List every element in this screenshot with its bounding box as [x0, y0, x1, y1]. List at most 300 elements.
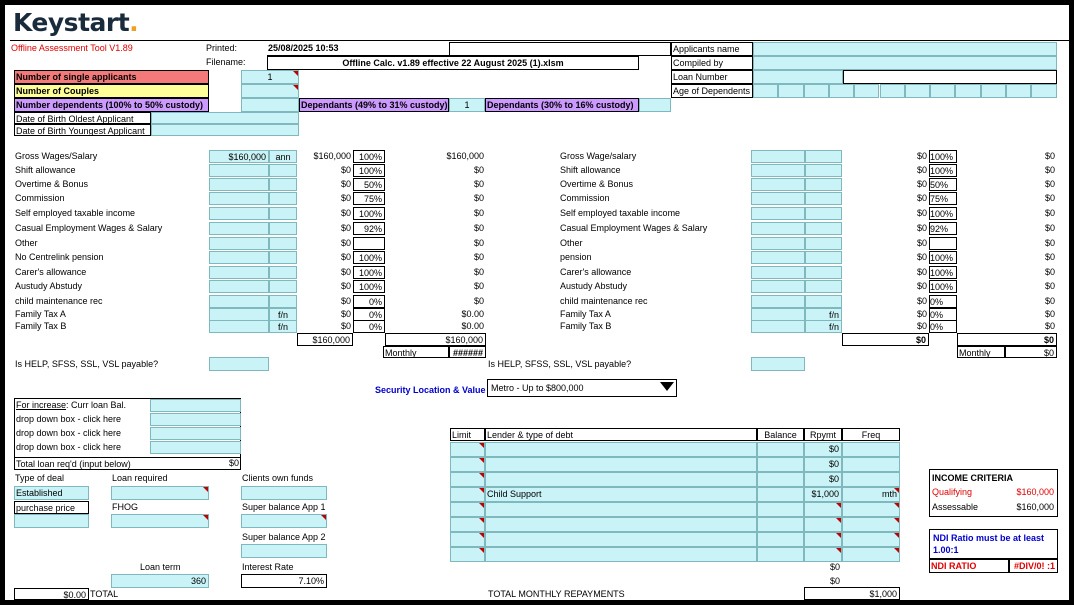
total-monthly-repayments-label: TOTAL MONTHLY REPAYMENTS	[488, 589, 625, 599]
income-frequency-right[interactable]	[805, 207, 842, 220]
debt-repayment-input[interactable]: $0	[804, 472, 842, 487]
income-label-right: Casual Employment Wages & Salary	[560, 223, 708, 233]
income-percent-right: 0%	[929, 308, 957, 321]
income-percent-left: 100%	[353, 207, 385, 220]
filename-value: Offline Calc. v1.89 effective 22 August 2025 (1).xlsm	[267, 56, 639, 70]
income-percent-right: 100%	[929, 164, 957, 177]
income-frequency-right[interactable]: f/n	[805, 308, 842, 321]
income-frequency-left[interactable]	[269, 207, 297, 220]
income-percent-left: 50%	[353, 178, 385, 191]
debt-frequency-input[interactable]	[842, 502, 900, 517]
dob-oldest-label: Date of Birth Oldest Applicant	[14, 112, 151, 124]
income-input-right[interactable]	[751, 320, 805, 333]
debt-lender-input[interactable]: Child Support	[485, 487, 757, 502]
income-percent-left: 100%	[353, 150, 385, 163]
income-frequency-right[interactable]	[805, 192, 842, 205]
income-annual-right: $0	[916, 179, 927, 189]
loan-number-label: Loan Number	[671, 70, 753, 84]
income-input-right[interactable]	[751, 295, 805, 308]
total-monthly-repayments-value: $1,000	[804, 587, 900, 600]
debt-balance-input[interactable]	[757, 457, 804, 472]
income-result-left: $0.00	[461, 309, 484, 319]
income-input-right[interactable]	[751, 266, 805, 279]
purchase-price-input[interactable]	[14, 514, 89, 528]
income-total-annual-right: $0	[842, 333, 929, 346]
help-payable-label-right: Is HELP, SFSS, SSL, VSL payable?	[488, 359, 632, 369]
income-frequency-right[interactable]	[805, 237, 842, 250]
single-applicants-label: Number of single applicants	[14, 70, 209, 84]
dob-oldest-input[interactable]	[151, 112, 299, 124]
super-balance-app2-input[interactable]	[241, 544, 327, 558]
income-annual-left: $0	[340, 267, 351, 277]
income-percent-left: 0%	[353, 320, 385, 333]
income-frequency-right[interactable]	[805, 280, 842, 293]
income-input-right[interactable]	[751, 164, 805, 177]
interest-rate-input[interactable]: 7.10%	[241, 574, 327, 588]
income-label-right: Commission	[560, 193, 610, 203]
income-input-left[interactable]	[209, 280, 269, 293]
loan-dropdown-value-1[interactable]	[150, 413, 241, 426]
income-frequency-left[interactable]: f/n	[269, 308, 297, 321]
income-label-right: Other	[560, 238, 583, 248]
couples-input[interactable]	[241, 84, 299, 98]
debt-repayment-header: Rpymt	[804, 428, 842, 441]
super-balance-app1-label: Super balance App 1	[242, 502, 326, 512]
age-dependent-input[interactable]	[930, 84, 955, 98]
income-annual-right: $0	[916, 252, 927, 262]
help-payable-input-left[interactable]	[209, 357, 269, 371]
monthly-value-left: ######	[449, 346, 486, 358]
super-balance-app2-label: Super balance App 2	[242, 532, 326, 542]
income-result-right: $0	[1044, 165, 1055, 175]
income-frequency-right[interactable]	[805, 178, 842, 191]
debt-balance-input[interactable]	[757, 547, 804, 562]
income-frequency-right[interactable]	[805, 222, 842, 235]
loan-term-input[interactable]: 360	[111, 574, 209, 588]
income-input-left[interactable]	[209, 192, 269, 205]
keystart-logo: Keystart.	[13, 9, 139, 37]
income-result-left: $0	[473, 223, 484, 233]
comment-marker-icon	[479, 443, 484, 448]
current-balance-text: : Curr loan Bal.	[66, 400, 127, 410]
age-dependent-input[interactable]	[880, 84, 905, 98]
income-percent-left: 100%	[353, 164, 385, 177]
income-annual-right: $0	[916, 309, 927, 319]
couples-label: Number of Couples	[14, 84, 209, 98]
ndi-note-box	[929, 529, 1058, 559]
age-dependents-label: Age of Dependents	[671, 84, 753, 98]
income-label-right: Carer's allowance	[560, 267, 632, 277]
income-percent-left	[353, 237, 385, 250]
income-percent-right: 100%	[929, 280, 957, 293]
income-annual-left: $0	[340, 252, 351, 262]
income-frequency-left[interactable]	[269, 164, 297, 177]
debt-limit-input[interactable]	[450, 457, 485, 472]
income-input-left[interactable]	[209, 222, 269, 235]
loan-dropdown-1[interactable]: drop down box - click here	[16, 414, 122, 424]
income-result-right: $0	[1044, 267, 1055, 277]
income-frequency-right[interactable]	[805, 266, 842, 279]
income-annual-left: $0	[340, 238, 351, 248]
income-label-left: Other	[15, 238, 38, 248]
income-percent-right: 50%	[929, 178, 957, 191]
income-label-right: Family Tax A	[560, 309, 611, 319]
income-annual-right: $0	[916, 165, 927, 175]
income-frequency-right[interactable]: f/n	[805, 320, 842, 333]
comment-marker-icon	[479, 548, 484, 553]
income-frequency-left[interactable]: ann	[269, 150, 297, 163]
income-input-left[interactable]	[209, 251, 269, 264]
printed-label: Printed:	[206, 43, 238, 53]
income-result-right: $0	[1044, 238, 1055, 248]
income-label-left: Carer's allowance	[15, 267, 87, 277]
income-label-right: pension	[560, 252, 592, 262]
income-label-left: Austudy Abstudy	[15, 281, 83, 291]
fhog-label: FHOG	[112, 502, 138, 512]
monthly-label-right: Monthly	[957, 346, 1005, 358]
income-label-right: Overtime & Bonus	[560, 179, 634, 189]
debt-repayment-input[interactable]: $0	[804, 457, 842, 472]
debt-balance-input[interactable]	[757, 487, 804, 502]
comment-marker-icon	[293, 71, 298, 76]
income-label-left: No Centrelink pension	[15, 252, 104, 262]
income-result-right: $0	[1044, 281, 1055, 291]
income-annual-right: $0	[916, 151, 927, 161]
income-result-right: $0	[1044, 179, 1055, 189]
income-annual-left: $0	[340, 165, 351, 175]
debt-limit-input[interactable]	[450, 517, 485, 532]
debt-repayment-input[interactable]	[804, 517, 842, 532]
comment-marker-icon	[836, 518, 841, 523]
income-criteria-title: INCOME CRITERIA	[932, 473, 1013, 483]
income-annual-left: $0	[340, 296, 351, 306]
debt-repayment-input[interactable]: $0	[804, 442, 842, 457]
debt-limit-input[interactable]	[450, 487, 485, 502]
debt-limit-input[interactable]	[450, 502, 485, 517]
filename-label: Filename:	[206, 57, 246, 67]
income-result-left: $0	[473, 179, 484, 189]
dependents-49-label: Dependants (49% to 31% custody)	[301, 100, 448, 110]
income-input-right[interactable]	[751, 207, 805, 220]
income-result-right: $0	[1044, 296, 1055, 306]
comment-marker-icon	[894, 548, 899, 553]
income-input-right[interactable]	[751, 251, 805, 264]
income-frequency-right[interactable]	[805, 164, 842, 177]
fhog-input[interactable]	[111, 514, 209, 528]
age-dependent-input[interactable]	[804, 84, 829, 98]
income-input-left[interactable]	[209, 320, 269, 333]
dependents-30-label: Dependants (30% to 16% custody)	[485, 98, 639, 112]
income-annual-right: $0	[916, 281, 927, 291]
income-label-right: Gross Wage/salary	[560, 151, 637, 161]
income-result-right: $0	[1044, 223, 1055, 233]
income-result-left: $0	[473, 165, 484, 175]
comment-marker-icon	[293, 85, 298, 90]
debt-balance-input[interactable]	[757, 517, 804, 532]
dependents-100-input[interactable]	[241, 98, 299, 112]
debt-lender-input[interactable]	[485, 472, 757, 487]
debt-balance-input[interactable]	[757, 502, 804, 517]
debt-lender-input[interactable]	[485, 532, 757, 547]
income-annual-left: $0	[340, 179, 351, 189]
debt-lender-input[interactable]	[485, 547, 757, 562]
income-result-right: $0	[1044, 193, 1055, 203]
income-percent-left: 100%	[353, 266, 385, 279]
income-percent-right: 0%	[929, 295, 957, 308]
type-of-deal-select[interactable]: Established	[14, 486, 89, 500]
clients-own-funds-label: Clients own funds	[242, 473, 314, 483]
age-dependent-input[interactable]	[778, 84, 803, 98]
income-input-left[interactable]	[209, 237, 269, 250]
loan-dropdown-3[interactable]: drop down box - click here	[16, 442, 122, 452]
single-applicants-input[interactable]: 1	[241, 70, 299, 84]
qualifying-label: Qualifying	[932, 487, 973, 497]
income-input-right[interactable]	[751, 178, 805, 191]
dependents-100-label: Number dependents (100% to 50% custody)	[14, 98, 209, 112]
income-input-left[interactable]	[209, 178, 269, 191]
debt-frequency-input[interactable]	[842, 472, 900, 487]
help-payable-input-right[interactable]	[751, 357, 805, 371]
loan-term-label: Loan term	[140, 562, 181, 572]
income-label-left: Casual Employment Wages & Salary	[15, 223, 163, 233]
income-label-left: Self employed taxable income	[15, 208, 136, 218]
income-percent-left: 75%	[353, 192, 385, 205]
income-annual-right: $0	[916, 223, 927, 233]
chevron-down-icon[interactable]	[660, 382, 674, 391]
income-annual-left: $0	[340, 223, 351, 233]
income-frequency-left[interactable]	[269, 251, 297, 264]
income-input-right[interactable]	[751, 150, 805, 163]
dob-youngest-label: Date of Birth Youngest Applicant	[14, 124, 151, 136]
comment-marker-icon	[479, 503, 484, 508]
income-frequency-left[interactable]	[269, 192, 297, 205]
income-percent-left: 100%	[353, 251, 385, 264]
income-percent-left: 0%	[353, 308, 385, 321]
income-annual-right: $0	[916, 267, 927, 277]
comment-marker-icon	[479, 473, 484, 478]
debt-frequency-input[interactable]	[842, 517, 900, 532]
debt-frequency-input[interactable]	[842, 532, 900, 547]
income-input-right[interactable]	[751, 192, 805, 205]
loan-required-input[interactable]	[111, 486, 209, 500]
clients-own-funds-input[interactable]	[241, 486, 327, 500]
comment-marker-icon	[479, 458, 484, 463]
debt-limit-input[interactable]	[450, 532, 485, 547]
income-label-right: child maintenance rec	[560, 296, 648, 306]
income-result-right: $0	[1044, 151, 1055, 161]
debt-frequency-input[interactable]	[842, 547, 900, 562]
age-dependent-input[interactable]	[905, 84, 930, 98]
debt-lender-header: Lender & type of debt	[485, 428, 757, 441]
dependents-30-input[interactable]	[639, 98, 671, 112]
income-frequency-left[interactable]	[269, 178, 297, 191]
income-input-right[interactable]	[751, 280, 805, 293]
applicants-name-input[interactable]	[753, 42, 1057, 56]
comment-marker-icon	[836, 548, 841, 553]
loan-dropdown-value-2[interactable]	[150, 427, 241, 440]
compiled-by-label: Compiled by	[671, 56, 753, 70]
income-result-left: $0	[473, 208, 484, 218]
income-label-right: Austudy Abstudy	[560, 281, 628, 291]
income-result-right: $0	[1044, 252, 1055, 262]
income-frequency-right[interactable]	[805, 150, 842, 163]
dependents-49-input[interactable]: 1	[449, 98, 485, 112]
age-dependent-input[interactable]	[981, 84, 1006, 98]
income-result-right: $0	[1044, 321, 1055, 331]
debt-balance-input[interactable]	[757, 532, 804, 547]
income-frequency-right[interactable]	[805, 251, 842, 264]
age-dependent-input[interactable]	[753, 84, 778, 98]
income-percent-left: 0%	[353, 295, 385, 308]
debt-limit-input[interactable]	[450, 442, 485, 457]
applicants-name-label: Applicants name	[671, 42, 753, 56]
income-label-left: Gross Wages/Salary	[15, 151, 98, 161]
for-increase-text: For increase	[16, 400, 67, 410]
dob-youngest-input[interactable]	[151, 124, 299, 136]
purchase-price-label: purchase price	[14, 501, 89, 514]
interest-rate-label: Interest Rate	[242, 562, 294, 572]
income-percent-right: 100%	[929, 266, 957, 279]
tool-name-label: Offline Assessment Tool V1.89	[11, 43, 133, 53]
loan-number-input[interactable]	[753, 70, 843, 84]
debt-limit-header: Limit	[450, 428, 485, 441]
income-result-right: $0	[1044, 208, 1055, 218]
income-frequency-left[interactable]	[269, 237, 297, 250]
income-total-result-right: $0	[957, 333, 1057, 346]
income-label-right: Self employed taxable income	[560, 208, 681, 218]
income-percent-right: 0%	[929, 320, 957, 333]
debt-lender-input[interactable]	[485, 457, 757, 472]
ndi-ratio-value: #DIV/0! :1	[1009, 559, 1058, 573]
compiled-by-input[interactable]	[753, 56, 1057, 70]
income-annual-right: $0	[916, 238, 927, 248]
income-annual-right: $0	[916, 321, 927, 331]
comment-marker-icon	[894, 503, 899, 508]
comment-marker-icon	[203, 515, 208, 520]
age-dependent-input[interactable]	[829, 84, 854, 98]
income-percent-right: 92%	[929, 222, 957, 235]
debt-lender-input[interactable]	[485, 502, 757, 517]
debt-limit-input[interactable]	[450, 472, 485, 487]
debt-frequency-input[interactable]: mth	[842, 487, 900, 502]
income-total-annual-left: $160,000	[297, 333, 353, 346]
debt-repayment-input[interactable]	[804, 547, 842, 562]
income-frequency-left[interactable]	[269, 222, 297, 235]
security-location-dropdown[interactable]	[487, 379, 677, 397]
debt-balance-input[interactable]	[757, 472, 804, 487]
income-annual-left: $0	[340, 193, 351, 203]
debt-limit-input[interactable]	[450, 547, 485, 562]
loan-total-label: TOTAL	[90, 589, 119, 599]
comment-marker-icon	[479, 518, 484, 523]
income-total-result-left: $160,000	[385, 333, 486, 346]
loan-dropdown-2[interactable]: drop down box - click here	[16, 428, 122, 438]
debt-lender-input[interactable]	[485, 517, 757, 532]
debt-extra-value-2: $0	[829, 576, 840, 586]
age-dependent-input[interactable]	[955, 84, 980, 98]
income-input-left[interactable]	[209, 207, 269, 220]
debt-balance-header: Balance	[757, 428, 804, 441]
debt-frequency-input[interactable]	[842, 442, 900, 457]
income-input-right[interactable]	[751, 237, 805, 250]
debt-frequency-header: Freq	[842, 428, 900, 441]
income-label-right: Family Tax B	[560, 321, 612, 331]
income-input-left[interactable]	[209, 295, 269, 308]
income-result-left: $160,000	[446, 151, 484, 161]
income-result-left: $0	[473, 238, 484, 248]
security-location-label: Security Location & Value	[375, 385, 486, 395]
comment-marker-icon	[203, 487, 208, 492]
income-percent-right: 75%	[929, 192, 957, 205]
total-loan-required-value: $0	[228, 458, 239, 468]
debt-extra-value-1: $0	[829, 562, 840, 572]
income-label-left: Family Tax B	[15, 321, 67, 331]
header-divider	[10, 40, 1070, 41]
income-label-left: Shift allowance	[15, 165, 76, 175]
income-percent-right	[929, 237, 957, 250]
ndi-note-text: NDI Ratio must be at least 1.00:1	[933, 533, 1045, 555]
debt-repayment-input[interactable]	[804, 532, 842, 547]
income-label-left: Family Tax A	[15, 309, 66, 319]
income-input-left[interactable]	[209, 266, 269, 279]
loan-total-value: $0.00	[14, 588, 89, 600]
ndi-ratio-label: NDI RATIO	[929, 559, 1009, 573]
monthly-label-left: Monthly	[383, 346, 449, 358]
income-annual-left: $0	[340, 321, 351, 331]
income-annual-left: $0	[340, 208, 351, 218]
income-percent-right: 100%	[929, 207, 957, 220]
age-dependent-input[interactable]	[854, 84, 879, 98]
super-balance-app1-input[interactable]	[241, 514, 327, 528]
assessable-label: Assessable	[932, 502, 979, 512]
income-result-left: $0	[473, 193, 484, 203]
debt-frequency-input[interactable]	[842, 457, 900, 472]
debt-lender-input[interactable]	[485, 442, 757, 457]
income-frequency-left[interactable]	[269, 266, 297, 279]
total-loan-required-label: Total loan req'd (input below)	[14, 457, 241, 470]
income-result-left: $0	[473, 281, 484, 291]
current-loan-balance-input[interactable]	[150, 399, 241, 412]
income-annual-right: $0	[916, 193, 927, 203]
income-frequency-right[interactable]	[805, 295, 842, 308]
income-input-left[interactable]	[209, 164, 269, 177]
income-frequency-left[interactable]	[269, 280, 297, 293]
income-label-left: child maintenance rec	[15, 296, 103, 306]
income-label-right: Shift allowance	[560, 165, 621, 175]
printed-value: 25/08/2025 10:53	[268, 43, 339, 53]
debt-repayment-input[interactable]: $1,000	[804, 487, 842, 502]
income-input-right[interactable]	[751, 222, 805, 235]
age-dependent-input[interactable]	[1031, 84, 1056, 98]
income-result-right: $0	[1044, 309, 1055, 319]
income-percent-left: 100%	[353, 280, 385, 293]
debt-repayment-input[interactable]	[804, 502, 842, 517]
income-frequency-left[interactable]: f/n	[269, 320, 297, 333]
income-percent-left: 92%	[353, 222, 385, 235]
loan-required-label: Loan required	[112, 473, 168, 483]
income-frequency-left[interactable]	[269, 295, 297, 308]
age-dependent-input[interactable]	[1006, 84, 1031, 98]
income-percent-right: 100%	[929, 150, 957, 163]
debt-balance-input[interactable]	[757, 442, 804, 457]
loan-number-blank	[843, 70, 1057, 84]
help-payable-label-left: Is HELP, SFSS, SSL, VSL payable?	[15, 359, 159, 369]
income-input-left[interactable]: $160,000	[209, 150, 269, 163]
assessable-value: $160,000	[1016, 502, 1054, 512]
loan-dropdown-value-3[interactable]	[150, 441, 241, 454]
security-location-value: Metro - Up to $800,000	[491, 383, 584, 393]
income-annual-left: $0	[340, 281, 351, 291]
